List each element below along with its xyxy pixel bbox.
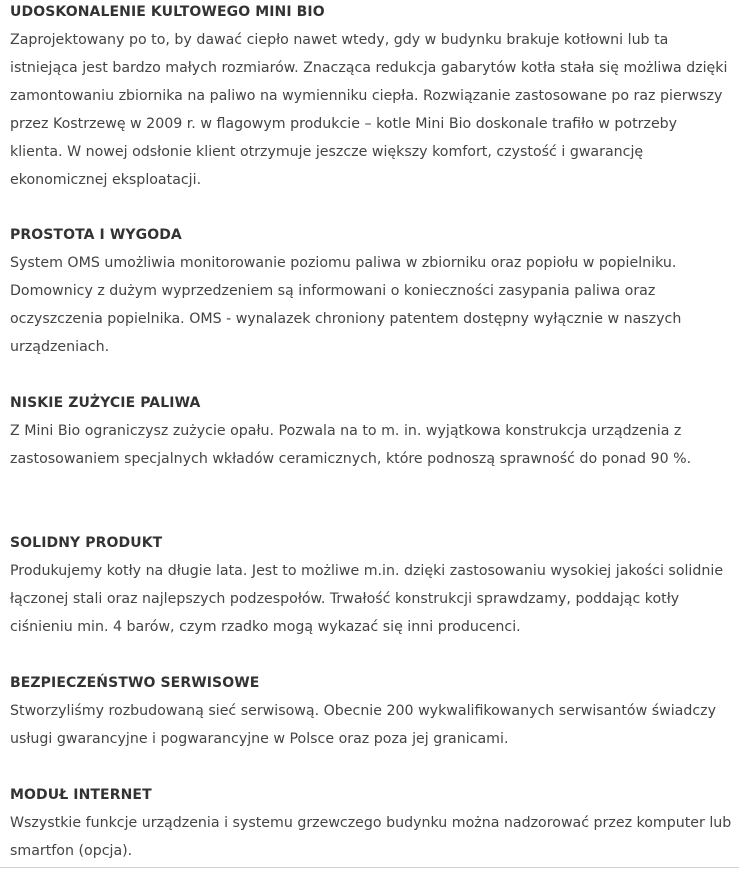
section-paragraph: Stworzyliśmy rozbudowaną sieć serwisową. Obecnie 200 wykwalifikowanych serwisantów świadczy usługi gwarancyjne i pogwarancyjne w Polsce oraz poza jej granicami. [10, 703, 717, 747]
section-heading: UDOSKONALENIE KULTOWEGO MINI BIO [10, 4, 325, 20]
section-niskie-zuzycie [10, 392, 732, 473]
section-heading: SOLIDNY PRODUKT [10, 535, 163, 551]
section-udoskonalenie [10, 1, 732, 194]
section-heading: MODUŁ INTERNET [10, 787, 152, 803]
section-paragraph: System OMS umożliwia monitorowanie poziomu paliwa w zbiorniku oraz popiołu w popielniku. Domownicy z dużym wyprzedzeniem są informowani o konieczności zasypania paliwa oraz oczyszczenia popielnika. OMS - wynalazek chroniony patentem dostępny wyłącznie w naszych urządzeniach. [10, 255, 682, 355]
section-heading: NISKIE ZUŻYCIE PALIWA [10, 395, 201, 411]
section-prostota [10, 224, 732, 361]
section-paragraph: Produkujemy kotły na długie lata. Jest to możliwe m.in. dzięki zastosowaniu wysokiej jakości solidnie łączonej stali oraz najlepszych podzespołów. Trwałość konstrukcji sprawdzamy, poddając kotły ciśnieniu min. 4 barów, czym rzadko mogą wykazać się inni producenci. [10, 563, 724, 635]
section-heading: BEZPIECZEŃSTWO SERWISOWE [10, 675, 260, 691]
section-heading: PROSTOTA I WYGODA [10, 227, 182, 243]
bottom-divider [0, 867, 739, 868]
section-paragraph: Wszystkie funkcje urządzenia i systemu grzewczego budynku można nadzorować przez komputer lub smartfon (opcja). [10, 815, 732, 859]
section-paragraph: Z Mini Bio ograniczysz zużycie opału. Pozwala na to m. in. wyjątkowa konstrukcja urządzenia z zastosowaniem specjalnych wkładów ceramicznych, które podnoszą sprawność do ponad 90 %. [10, 423, 692, 467]
section-modul-internet [10, 784, 732, 865]
section-solidny-produkt [10, 532, 732, 641]
section-paragraph: Zaprojektowany po to, by dawać ciepło nawet wtedy, gdy w budynku brakuje kotłowni lub ta istniejąca jest bardzo małych rozmiarów. Znacząca redukcja gabarytów kotła stała się możliwa dzięki zamontowaniu zbiornika na paliwo na wymienniku ciepła. Rozwiązanie zastosowane po raz pierwszy przez Kostrzewę w 2009 r. w flagowym produkcie – kotle Mini Bio doskonale trafiło w potrzeby klienta. W nowej odsłonie klient otrzymuje jeszcze większy komfort, czystość i gwarancję ekonomicznej eksploatacji. [10, 32, 728, 188]
section-bezpieczenstwo [10, 672, 732, 753]
